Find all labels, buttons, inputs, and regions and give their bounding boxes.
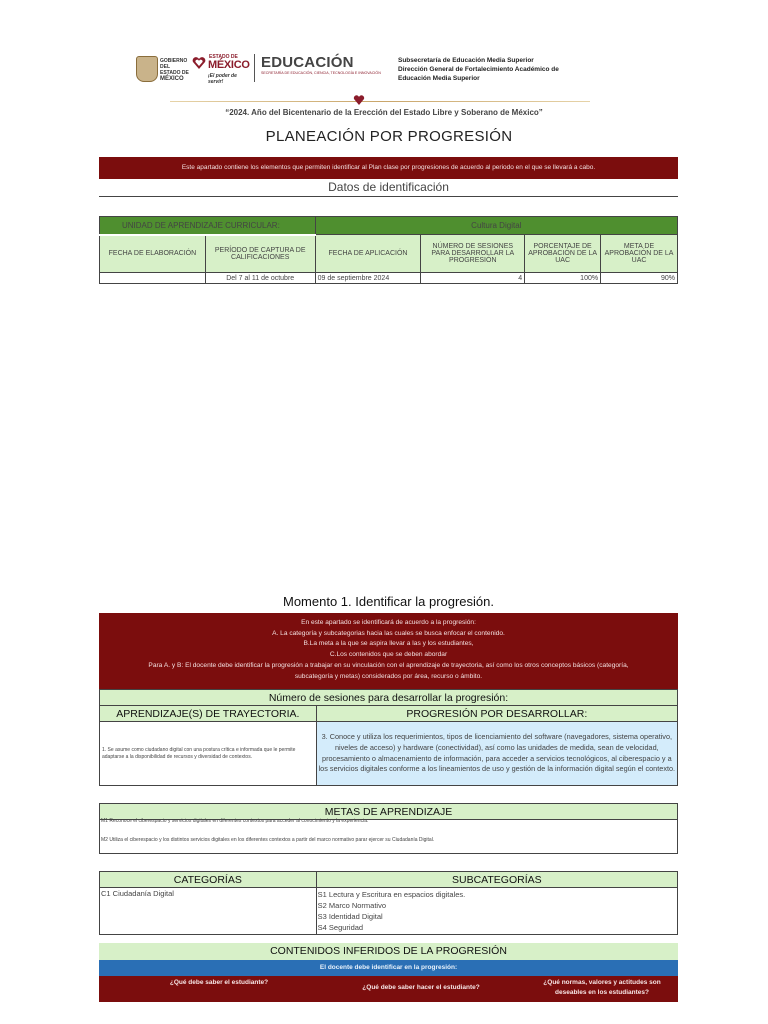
subcategoria-item: S3 Identidad Digital bbox=[317, 912, 383, 921]
gov-label: GOBIERNO DEL ESTADO DE MÉXICO bbox=[160, 58, 189, 82]
educacion-logo: EDUCACIÓN bbox=[261, 54, 354, 71]
metas-header: METAS DE APRENDIZAJE bbox=[100, 804, 678, 820]
value-periodo-captura: Del 7 al 11 de octubre bbox=[205, 273, 315, 284]
value-fecha-elaboracion bbox=[100, 273, 206, 284]
uac-label: UNIDAD DE APRENDIZAJE CURRICULAR: bbox=[100, 217, 316, 235]
docente-bar: El docente debe identificar en la progresión: bbox=[99, 960, 678, 976]
ornament-icon bbox=[352, 94, 366, 106]
header-fecha-aplicacion: FECHA DE APLICACIÓN bbox=[315, 235, 421, 273]
subcategoria-item: S1 Lectura y Escritura en espacios digitales. bbox=[317, 890, 466, 899]
metas-cell bbox=[100, 820, 678, 854]
subsecretaria-block: Subsecretaría de Educación Media Superior Dirección General de Fortalecimiento Académico de Educación Media Superior bbox=[398, 57, 559, 82]
progresion-header: PROGRESIÓN POR DESARROLLAR: bbox=[316, 706, 677, 722]
heart-logo-icon bbox=[192, 56, 206, 70]
progresion-table bbox=[99, 689, 678, 786]
intro-bar: Este apartado contiene los elementos que permiten identificar al Plan clase por progresiones de acuerdo al periodo en el que se llevará a cabo. bbox=[99, 157, 678, 179]
meta-item: M1 Reconoce el ciberespacio y servicios digitales en diferentes contextos para acceder al conocimiento y la experiencia. bbox=[101, 818, 369, 824]
pregunta-saber: ¿Qué debe saber el estudiante? bbox=[169, 979, 269, 986]
sesiones-label: Número de sesiones para desarrollar la progresión: bbox=[100, 690, 678, 706]
metas-table bbox=[99, 803, 678, 854]
momento-bar: En este apartado se identificará de acuerdo a la progresión: A. La categoría y subcategorias hacia las cuales se busca enfocar el contenido. B.La meta a la que se aspira llevar a las y los estudiantes, C.Los contenidos que se deben abordar Para A. y B: El docente debe identificar la progresión a trabajar en su vinculación con el aprendizaje de trayectoria, así como los otros conceptos básicos (categoría, subcategoría y metas) considerados por área, recurso o ámbito. bbox=[99, 613, 678, 689]
categoria-value: C1 Ciudadanía Digital bbox=[100, 888, 317, 935]
subcategorias-cell bbox=[316, 888, 677, 935]
categorias-header: CATEGORÍAS bbox=[100, 872, 317, 888]
header-porcentaje: PORCENTAJE DE APROBACIÓN DE LA UAC bbox=[525, 235, 601, 273]
motto: “2024. Año del Bicentenario de la Erección del Estado Libre y Soberano de México” bbox=[225, 108, 543, 117]
uac-value: Cultura Digital bbox=[315, 217, 677, 235]
meta-item: M2 Utiliza el ciberespacio y los distintos servicios digitales en los diferentes contextos a partir del marco normativo parar ejercer su Ciudadanía Digital. bbox=[101, 837, 435, 843]
header-numero-sesiones: NÚMERO DE SESIONES PARA DESARROLLAR LA PROGRESIÓN bbox=[421, 235, 525, 273]
page-title: PLANEACIÓN POR PROGRESIÓN bbox=[265, 128, 513, 145]
progresion-text: 3. Conoce y utiliza los requerimientos, tipos de licenciamiento del software (navegadores, sistema operativo, niveles de acceso) y hardware (conectividad), así como las unidades de medida, sean de velocidad, procesamiento o almacenamiento de información, para acceder a servicios tecnológicos, al ciberespacio y a los servicios digitales conforme a los lineamientos de uso y gestión de la información digital según el contexto. bbox=[316, 722, 677, 786]
aprendizaje-text: 1. Se asume como ciudadano digital con una postura crítica e informada que le permite adaptarse a la disponibilidad de recursos y diversidad de contextos. bbox=[100, 722, 317, 786]
pregunta-normas: ¿Qué normas, valores y actitudes son deseables en los estudiantes? bbox=[543, 979, 661, 996]
value-fecha-aplicacion: 09 de septiembre 2024 bbox=[315, 273, 421, 284]
preguntas-row bbox=[99, 976, 678, 1002]
educacion-subtitle: SECRETARÍA DE EDUCACIÓN, CIENCIA, TECNOLOGÍA E INNOVACIÓN bbox=[261, 71, 381, 75]
value-porcentaje: 100% bbox=[525, 273, 601, 284]
aprendizaje-header: APRENDIZAJE(S) DE TRAYECTORIA. bbox=[100, 706, 317, 722]
datos-table bbox=[99, 216, 678, 284]
value-meta: 90% bbox=[601, 273, 678, 284]
datos-title: Datos de identificación bbox=[99, 180, 678, 197]
pregunta-saber-hacer: ¿Qué debe saber hacer el estudiante? bbox=[362, 984, 480, 991]
subcategorias-header: SUBCATEGORÍAS bbox=[316, 872, 677, 888]
edomex-logo: ESTADO DE MÉXICO ¡El poder de servir! bbox=[192, 54, 250, 84]
subcategoria-item: S4 Seguridad bbox=[317, 923, 364, 932]
header-rule bbox=[170, 101, 590, 102]
header-periodo-captura: PERÍODO DE CAPTURA DE CALIFICACIONES bbox=[205, 235, 315, 273]
categorias-table bbox=[99, 871, 678, 935]
contenidos-header: CONTENIDOS INFERIDOS DE LA PROGRESIÓN bbox=[99, 943, 678, 960]
momento-title: Momento 1. Identificar la progresión. bbox=[283, 594, 494, 609]
subcategoria-item: S2 Marco Normativo bbox=[317, 901, 386, 910]
state-seal-icon bbox=[136, 56, 158, 82]
header-divider bbox=[254, 54, 255, 82]
header-meta: META DE APROBACIÓN DE LA UAC bbox=[601, 235, 678, 273]
header-fecha-elaboracion: FECHA DE ELABORACIÓN bbox=[100, 235, 206, 273]
institutional-header bbox=[130, 50, 640, 90]
value-numero-sesiones: 4 bbox=[421, 273, 525, 284]
